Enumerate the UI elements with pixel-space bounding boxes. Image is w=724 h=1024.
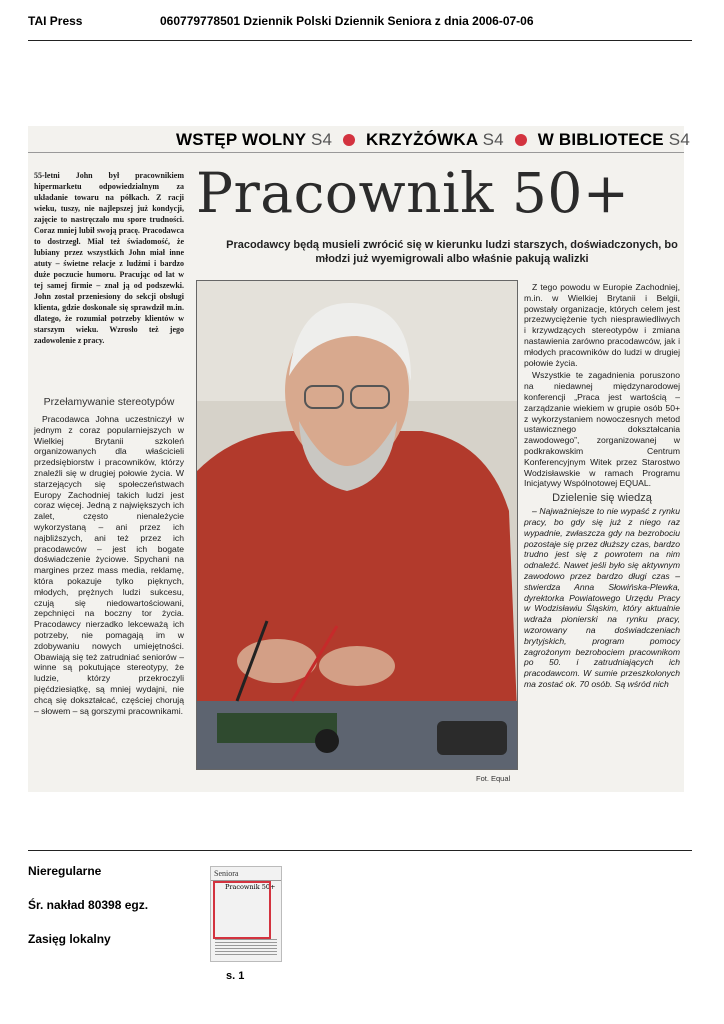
photo-credit: Fot. Equal (476, 774, 511, 783)
right-paragraph-quote: – Najważniejsze to nie wypaść z rynku pracy, bo gdy się już z niego raz wypadnie, zwłaszcza gdy na bezrobociu pozostaje się przez dłuższy czas, bardzo trudno jest się z powrotem na nim odnaleźć. Nawet jeśli było się aktywnym zawodowo przez bardzo długi czas – stwierdza Anna Słowińska-Plewka, dyrektorka Powiatowego Urzędu Pracy w Wodzisławiu Śląskim, który aktualnie wdraża pionierski na rynku pracy, wzorowany na doświadczeniach brytyjskich, program pomocy zagrożonym bezrobociem pracownikom po 50. i zatrudniających ich pracodawcom. W sumie przeszkolonych ma zostać ok. 70 osób. Są wśród nich (524, 506, 680, 689)
section-page: S4 (310, 130, 333, 149)
agency-label: TAI Press (28, 14, 83, 28)
section-item: KRZYŻÓWKA (366, 130, 478, 149)
header-divider (28, 40, 692, 41)
right-paragraph: Z tego powodu w Europie Zachodniej, m.in. w Wielkiej Brytanii i Belgii, powstały organizacje, których celem jest przezwyciężenie tych niesprawiedliwych i krzywdzących stereotypów i zmiana nastawienia zarówno pracodawców, jak i młodych pracowników do ludzi w drugiej połowie życia. (524, 282, 680, 368)
section-item: WSTĘP WOLNY (176, 130, 307, 149)
section-page: S4 (668, 130, 690, 149)
source-reference: 060779778501 Dziennik Polski Dziennik Seniora z dnia 2006-07-06 (160, 14, 534, 28)
left-body: Pracodawca Johna uczestniczył w jednym z coraz popularniejszych w Wielkiej Brytanii szkoleń organizowanych dla właścicieli przedsiębiorstw i pracowników, którzy znaleźli się w drugiej połowie życia. W starzejących się społeczeństwach Europy Zachodniej takich ludzi jest coraz więcej. Jedną z największych ich zalet, często nienależycie wykorzystaną – ani przez ich najbliższych, ani też przez ich pracodawców – jest ich bogate doświadczenie życiowe. Spychani na margines przez mass media, reklamę, która pokazuje tylko pięknych, młodych, prężnych ludzi sukcesu, czują się niedowartościowani, zepchnięci na boczny tor życia. Pracodawcy nierzadko lekceważą ich potrzeby, nie pomagają im w zdobywaniu nowych umiejętności. Obawiają się też zatrudniać seniorów – winne są pokutujące stereotypy, że ludzie, którzy przekroczyli pięćdziesiątkę, są mniej wydajni, nie chcą się dokształcać, częściej chorują – słowem – są gorszymi pracownikami. (34, 414, 184, 716)
left-subheading: Przełamywanie stereotypów (43, 396, 175, 408)
thumbnail-text-block (215, 939, 277, 957)
section-item: W BIBLIOTECE (537, 130, 664, 149)
right-column (524, 282, 680, 692)
article-subtitle: Pracodawcy będą musieli zwrócić się w kierunku ludzi starszych, doświadczonych, bo młodzi już wyemigrowali albo właśnie pakują walizki (226, 239, 678, 265)
page-number: s. 1 (226, 970, 245, 982)
right-subheading: Dzielenie się wiedzą (552, 492, 652, 505)
bullet-dot-icon (343, 134, 355, 146)
man-with-multimeter-image (197, 281, 517, 769)
section-page: S4 (482, 130, 504, 149)
newspaper-clipping (28, 126, 690, 792)
lead-paragraph: 55-letni John był pracownikiem hipermarketu odpowiedzialnym za układanie towaru na półkach. Z racji wieku, tuszy, nie najlepszej już kondycji, zajęcie to nastręczało mu spore trudności. Coraz mniej lubił swoją pracę. Pracodawca to dostrzegł. Miał też świadomość, że lubiany przez wszystkich John miał inne atuty – świetne relacje z ludźmi i bardzo duże poczucie humoru. Pracując od lat w tej samej firmie – znał ją od podszewki. John został przeniesiony do sekcji obsługi klienta, gdzie doskonale się sprawdził m.in. dlatego, że rozumiał potrzeby klientów w starszym wieku. Wzrosło też jego zadowolenie z pracy. (34, 171, 184, 345)
thumbnail-masthead: Seniora (211, 867, 281, 881)
thumbnail-highlight (213, 881, 271, 939)
article-title: Pracownik 50+ (196, 161, 630, 225)
footer-divider (28, 850, 692, 851)
page-thumbnail[interactable] (210, 866, 282, 962)
circulation-label: Śr. nakład 80398 egz. (28, 898, 149, 912)
section-bar (28, 126, 690, 153)
article-photo (196, 280, 518, 770)
frequency-label: Nieregularne (28, 864, 102, 878)
right-paragraph: Wszystkie te zagadnienia poruszono na niedawnej międzynarodowej konferencji „Praca jest wartością – zarządzanie wiekiem w grupie osób 50+ z wykorzystaniem nowoczesnych metod ustawicznego dokształcania zawodowego”, zorganizowanej w podkrakowskim Centrum Konferencyjnym Witek przez Starostwo Wodzisławskie w ramach Programu Inicjatywy Wspólnotowej EQUAL. (524, 370, 680, 489)
thumbnail-title: Pracownik 50+ (225, 883, 276, 891)
bullet-dot-icon (515, 134, 527, 146)
range-label: Zasięg lokalny (28, 932, 111, 946)
left-column (34, 388, 184, 718)
